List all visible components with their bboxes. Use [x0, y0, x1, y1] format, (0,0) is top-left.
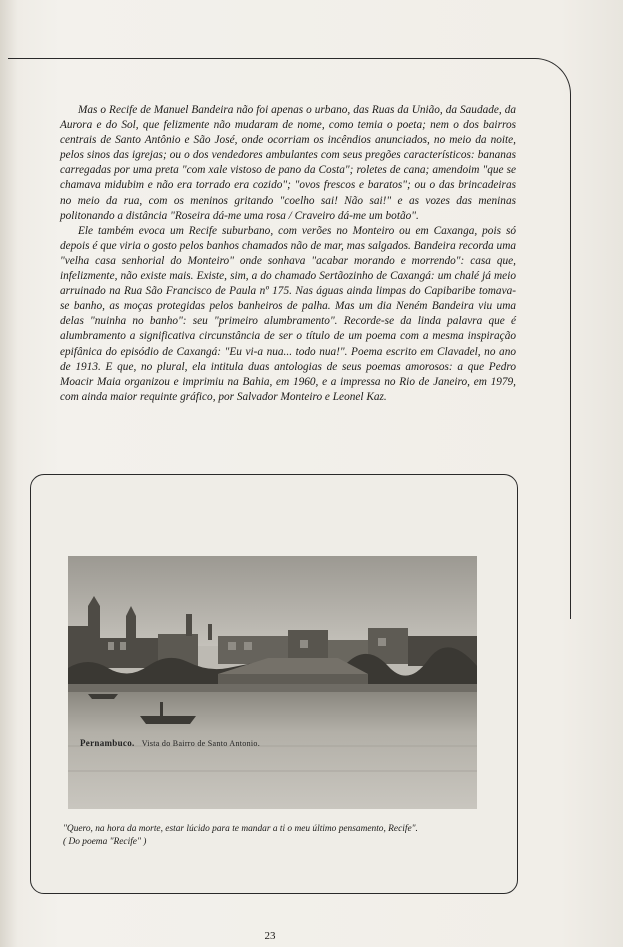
photo-caption [80, 738, 260, 748]
figure-caption [63, 823, 483, 849]
body-text [60, 103, 516, 405]
photo-caption-place: Pernambuco. [80, 738, 135, 748]
harbor-cityscape-illustration [68, 556, 477, 809]
page-number: 23 [264, 930, 276, 942]
photo-caption-subtitle: Vista do Bairro de Santo Antonio. [141, 739, 261, 748]
paragraph-2: Ele também evoca um Recife suburbano, com verões no Monteiro ou em Caxanga, pois só depois é que viria o gosto pelos banhos chamados não de mar, mas salgados. Bandeira recorda uma "velha casa senhorial do Monteiro" onde sonhava "acabar morando e morrendo": casa que, infelizmente, não existe mais. Existe, sim, a do chamado Sertãozinho de Caxangá: um chalé já meio arruinado na Rua São Francisco de Paula nº 175. Nas águas ainda limpas do Capibaribe tomava-se banho, as moças protegidas pelos banheiros de palha. Mas um dia Neném Bandeira viu uma delas "nuinha no banho": seu "primeiro alumbramento". Recorde-se da linda palavra que é alumbramento a significativa circunstância de ser o título de um poema com a mesma inspiração epifânica do episódio de Caxangá: "Eu vi-a nua... todo nua!". Poema escrito em Clavadel, no ano de 1913. E que, no plural, ela intitula duas antologias de seus poemas amorosos: a que Pedro Moacir Maia organizou e imprimiu na Bahia, em 1960, e a impressa no Rio de Janeiro, em 1979, com ainda maior requinte gráfico, por Salvador Monteiro e Leonel Kaz. [60, 224, 516, 403]
historic-photo-santo-antonio [68, 556, 477, 809]
figure-caption-quote: "Quero, na hora da morte, estar lúcido para te mandar a ti o meu último pensamento, Recife". [63, 824, 418, 834]
figure-caption-source: ( Do poema "Recife" ) [63, 837, 147, 847]
paragraph-1: Mas o Recife de Manuel Bandeira não foi apenas o urbano, das Ruas da União, da Saudade, da Aurora e do Sol, que felizmente não mudaram de nome, como temia o poeta; nem o dos bairros centrais de Santo Antônio e São José, onde ocorriam os incêndios anunciados, no meio da noite, pelos sinos das igrejas; ou o dos vendedores ambulantes com seus pregões característicos: bananas carregadas por uma preta "com xale vistoso de pano da Costa"; roletes de cana; amendoim "que se chamava midubim e não era torrado era cozido"; "ovos frescos e baratos"; ou o das brincadeiras no meio da rua, com os meninos gritando "coelho sai! Não sai!" e as vozes das meninas politonando a distância "Roseira dá-me uma rosa / Craveiro dá-me um botão". [60, 104, 516, 222]
